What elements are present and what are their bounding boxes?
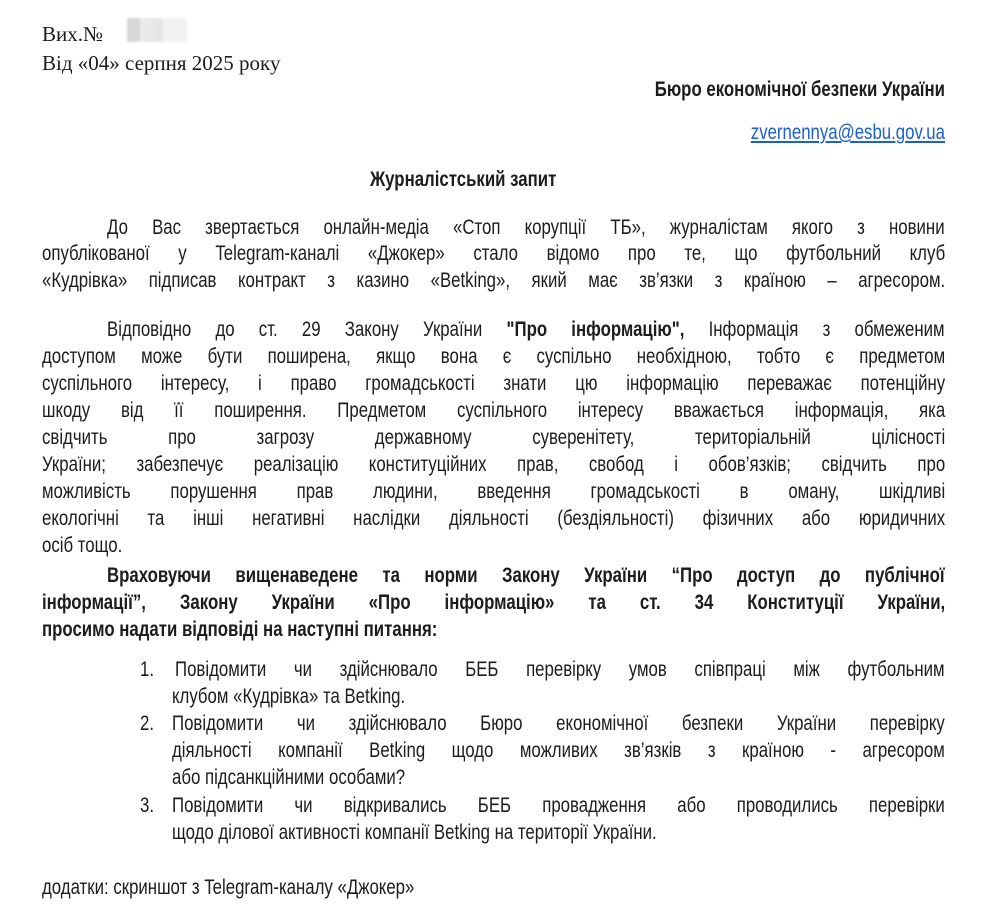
text-line: Повідомити чи здійснювало Бюро економічної безпеки України перевірку [172, 712, 945, 735]
text-line: України; забезпечує реалізацію конституційних прав, свобод і обов’язків; свідчить про [42, 453, 946, 476]
text-line: діяльності компанії Betking щодо можливих зв’язків з країною - агресором [172, 739, 945, 762]
text-line: Повідомити чи відкривались БЕБ провадження або проводились перевірки [172, 794, 945, 817]
law-title-bold: "Про інформацію", [506, 318, 685, 341]
text-line: «Кудрівка» підписав контракт з казино «Betking», який має зв’язки з країною – агресором. [42, 269, 946, 292]
text-line: опублікованої у Telegram-каналі «Джокер» стало відомо про те, що футбольний клуб [42, 242, 946, 265]
date-line: Від «04» серпня 2025 року [42, 51, 281, 75]
text-line: щодо ділової активності компанії Betking на території України. [172, 821, 657, 844]
list-number: 1. [140, 658, 155, 681]
list-number: 3. [140, 794, 155, 817]
text-line: інформації”, Закону України «Про інформацію» та ст. 34 Конституції України, [42, 591, 946, 614]
redacted-number [127, 18, 187, 42]
text-line: осіб тощо. [42, 534, 123, 557]
outgoing-number-label: Вих.№ [42, 22, 104, 46]
text-segment: Інформація з обмеженим [684, 318, 945, 341]
list-number: 2. [140, 712, 155, 735]
text-line: або підсанкційними особами? [172, 766, 406, 789]
text-line: просимо надати відповіді на наступні питання: [42, 618, 438, 641]
recipient-email-link[interactable]: zvernennya@esbu.gov.ua [750, 121, 945, 144]
text-line: Враховуючи вищенаведене та норми Закону України “Про доступ до публічної [107, 564, 945, 587]
text-line: шкоду від її поширення. Предметом суспільного інтересу вважається інформація, яка [42, 399, 946, 422]
text-line: Повідомити чи здійснювало БЕБ перевірку умов співпраці між футбольним [175, 658, 945, 681]
attachments-note: додатки: скриншот з Telegram-каналу «Джокер» [42, 876, 415, 899]
text-line: доступом може бути поширена, якщо вона є суспільно необхідною, тобто є предметом [42, 345, 946, 368]
text-line: До Вас звертається онлайн-медіа «Стоп корупції ТБ», журналістам якого з новини [107, 216, 945, 239]
document-title: Журналістський запит [370, 168, 557, 191]
text-line: свідчить про загрозу державному суверенітету, територіальній цілісності [42, 426, 946, 449]
recipient: Бюро економічної безпеки України [654, 78, 945, 101]
text-line [107, 317, 945, 343]
text-line: клубом «Кудрівка» та Betking. [172, 685, 406, 708]
text-line: екологічні та інші негативні наслідки діяльності (бездіяльності) фізичних або юридичних [42, 507, 946, 530]
text-line: можливість порушення прав людини, введення громадськості в оману, шкідливі [42, 480, 946, 503]
text-segment: Відповідно до ст. 29 Закону України [107, 318, 507, 341]
text-line: суспільного інтересу, і право громадськості знати цю інформацію переважає потенційну [42, 372, 946, 395]
